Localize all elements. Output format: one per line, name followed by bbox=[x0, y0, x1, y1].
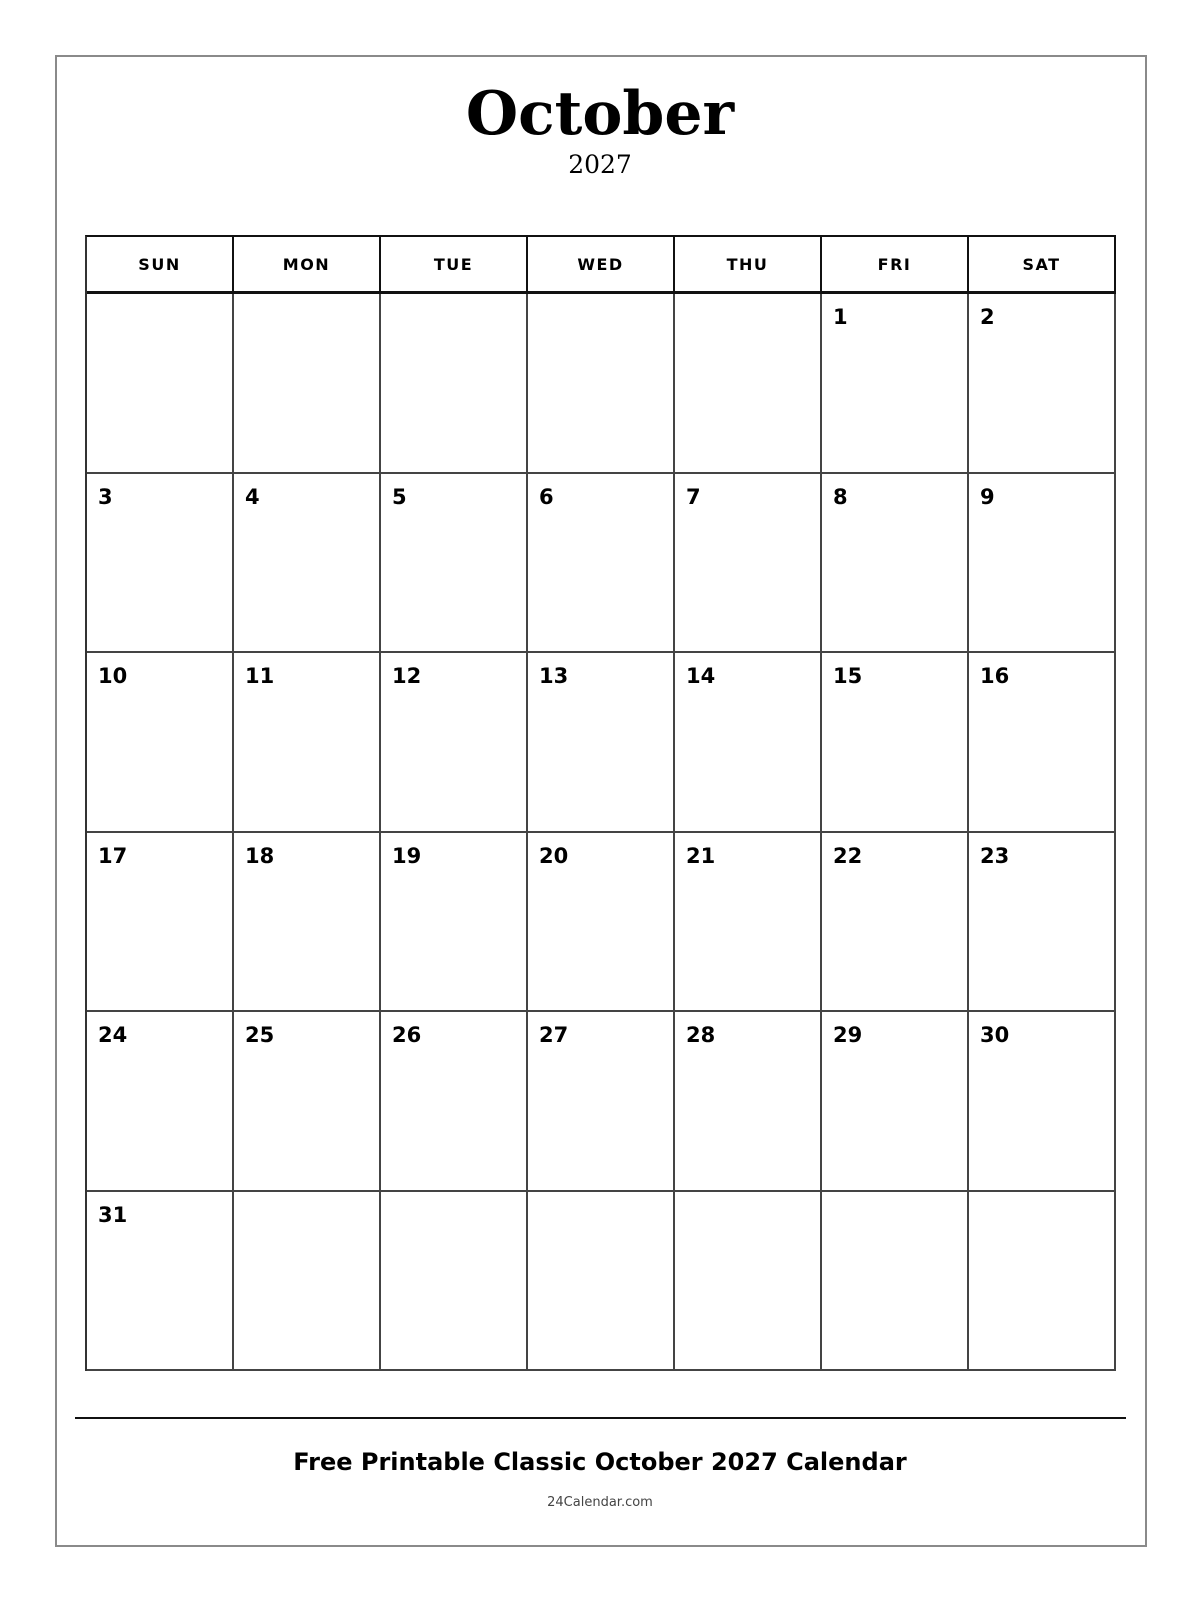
day-number: 16 bbox=[980, 664, 1010, 688]
day-cell bbox=[528, 1012, 675, 1192]
day-number: 20 bbox=[539, 843, 569, 868]
day-cell bbox=[87, 1012, 234, 1192]
empty-day-cell bbox=[234, 294, 381, 474]
day-number: 9 bbox=[980, 484, 995, 509]
weekday-header-tue: TUE bbox=[381, 237, 528, 294]
day-cell bbox=[234, 474, 381, 654]
day-number: 11 bbox=[245, 664, 275, 688]
day-number: 6 bbox=[539, 484, 554, 509]
day-cell bbox=[675, 474, 822, 654]
day-cell bbox=[234, 833, 381, 1013]
day-number: 29 bbox=[833, 1023, 863, 1047]
day-number: 22 bbox=[833, 843, 863, 868]
day-number: 21 bbox=[686, 843, 716, 868]
empty-day-cell bbox=[675, 294, 822, 474]
day-number: 18 bbox=[245, 843, 275, 868]
day-number: 8 bbox=[833, 484, 848, 509]
day-cell bbox=[969, 474, 1116, 654]
day-number: 27 bbox=[539, 1023, 569, 1047]
day-cell bbox=[969, 653, 1116, 833]
day-cell bbox=[969, 294, 1116, 474]
day-cell bbox=[675, 833, 822, 1013]
footer-caption: Free Printable Classic October 2027 Calendar bbox=[293, 1448, 907, 1476]
footer-divider bbox=[75, 1417, 1126, 1419]
day-cell bbox=[87, 833, 234, 1013]
weekday-header-sun: SUN bbox=[87, 237, 234, 294]
day-number: 31 bbox=[98, 1202, 128, 1227]
day-number: 7 bbox=[686, 484, 701, 509]
day-number: 26 bbox=[392, 1023, 422, 1047]
day-number: 15 bbox=[833, 664, 863, 688]
empty-day-cell bbox=[822, 1192, 969, 1372]
calendar-grid bbox=[85, 235, 1116, 1371]
year-title: 2027 bbox=[568, 150, 632, 179]
weekday-header-wed: WED bbox=[528, 237, 675, 294]
day-cell bbox=[969, 1012, 1116, 1192]
day-number: 5 bbox=[392, 484, 407, 509]
day-cell bbox=[528, 833, 675, 1013]
day-number: 30 bbox=[980, 1023, 1010, 1047]
day-cell bbox=[822, 1012, 969, 1192]
weekday-header-sat: SAT bbox=[969, 237, 1116, 294]
day-cell bbox=[381, 474, 528, 654]
day-number: 17 bbox=[98, 843, 128, 868]
month-title: October bbox=[465, 79, 735, 149]
day-cell bbox=[675, 653, 822, 833]
day-cell bbox=[381, 653, 528, 833]
empty-day-cell bbox=[87, 294, 234, 474]
day-number: 24 bbox=[98, 1023, 128, 1047]
empty-day-cell bbox=[969, 1192, 1116, 1372]
day-cell bbox=[87, 474, 234, 654]
day-cell bbox=[675, 1012, 822, 1192]
day-cell bbox=[381, 833, 528, 1013]
day-cell bbox=[234, 653, 381, 833]
day-number: 3 bbox=[98, 484, 113, 509]
empty-day-cell bbox=[528, 294, 675, 474]
day-cell bbox=[969, 833, 1116, 1013]
day-cell bbox=[87, 653, 234, 833]
day-cell bbox=[87, 1192, 234, 1372]
weekday-header-fri: FRI bbox=[822, 237, 969, 294]
day-cell bbox=[822, 653, 969, 833]
day-number: 10 bbox=[98, 664, 128, 688]
day-cell bbox=[381, 1012, 528, 1192]
empty-day-cell bbox=[675, 1192, 822, 1372]
day-number: 13 bbox=[539, 664, 569, 688]
day-cell bbox=[528, 653, 675, 833]
day-number: 2 bbox=[980, 305, 995, 329]
day-number: 25 bbox=[245, 1023, 275, 1047]
day-number: 14 bbox=[686, 664, 716, 688]
weekday-header-thu: THU bbox=[675, 237, 822, 294]
day-number: 4 bbox=[245, 484, 260, 509]
day-number: 19 bbox=[392, 843, 422, 868]
day-cell bbox=[234, 1012, 381, 1192]
empty-day-cell bbox=[381, 294, 528, 474]
empty-day-cell bbox=[528, 1192, 675, 1372]
day-number: 23 bbox=[980, 843, 1010, 868]
empty-day-cell bbox=[234, 1192, 381, 1372]
weekday-header-mon: MON bbox=[234, 237, 381, 294]
day-number: 12 bbox=[392, 664, 422, 688]
day-cell bbox=[822, 294, 969, 474]
footer-site-credit: 24Calendar.com bbox=[547, 1495, 653, 1510]
day-cell bbox=[528, 474, 675, 654]
day-cell bbox=[822, 833, 969, 1013]
day-number: 28 bbox=[686, 1023, 716, 1047]
empty-day-cell bbox=[381, 1192, 528, 1372]
day-cell bbox=[822, 474, 969, 654]
day-number: 1 bbox=[833, 305, 848, 329]
